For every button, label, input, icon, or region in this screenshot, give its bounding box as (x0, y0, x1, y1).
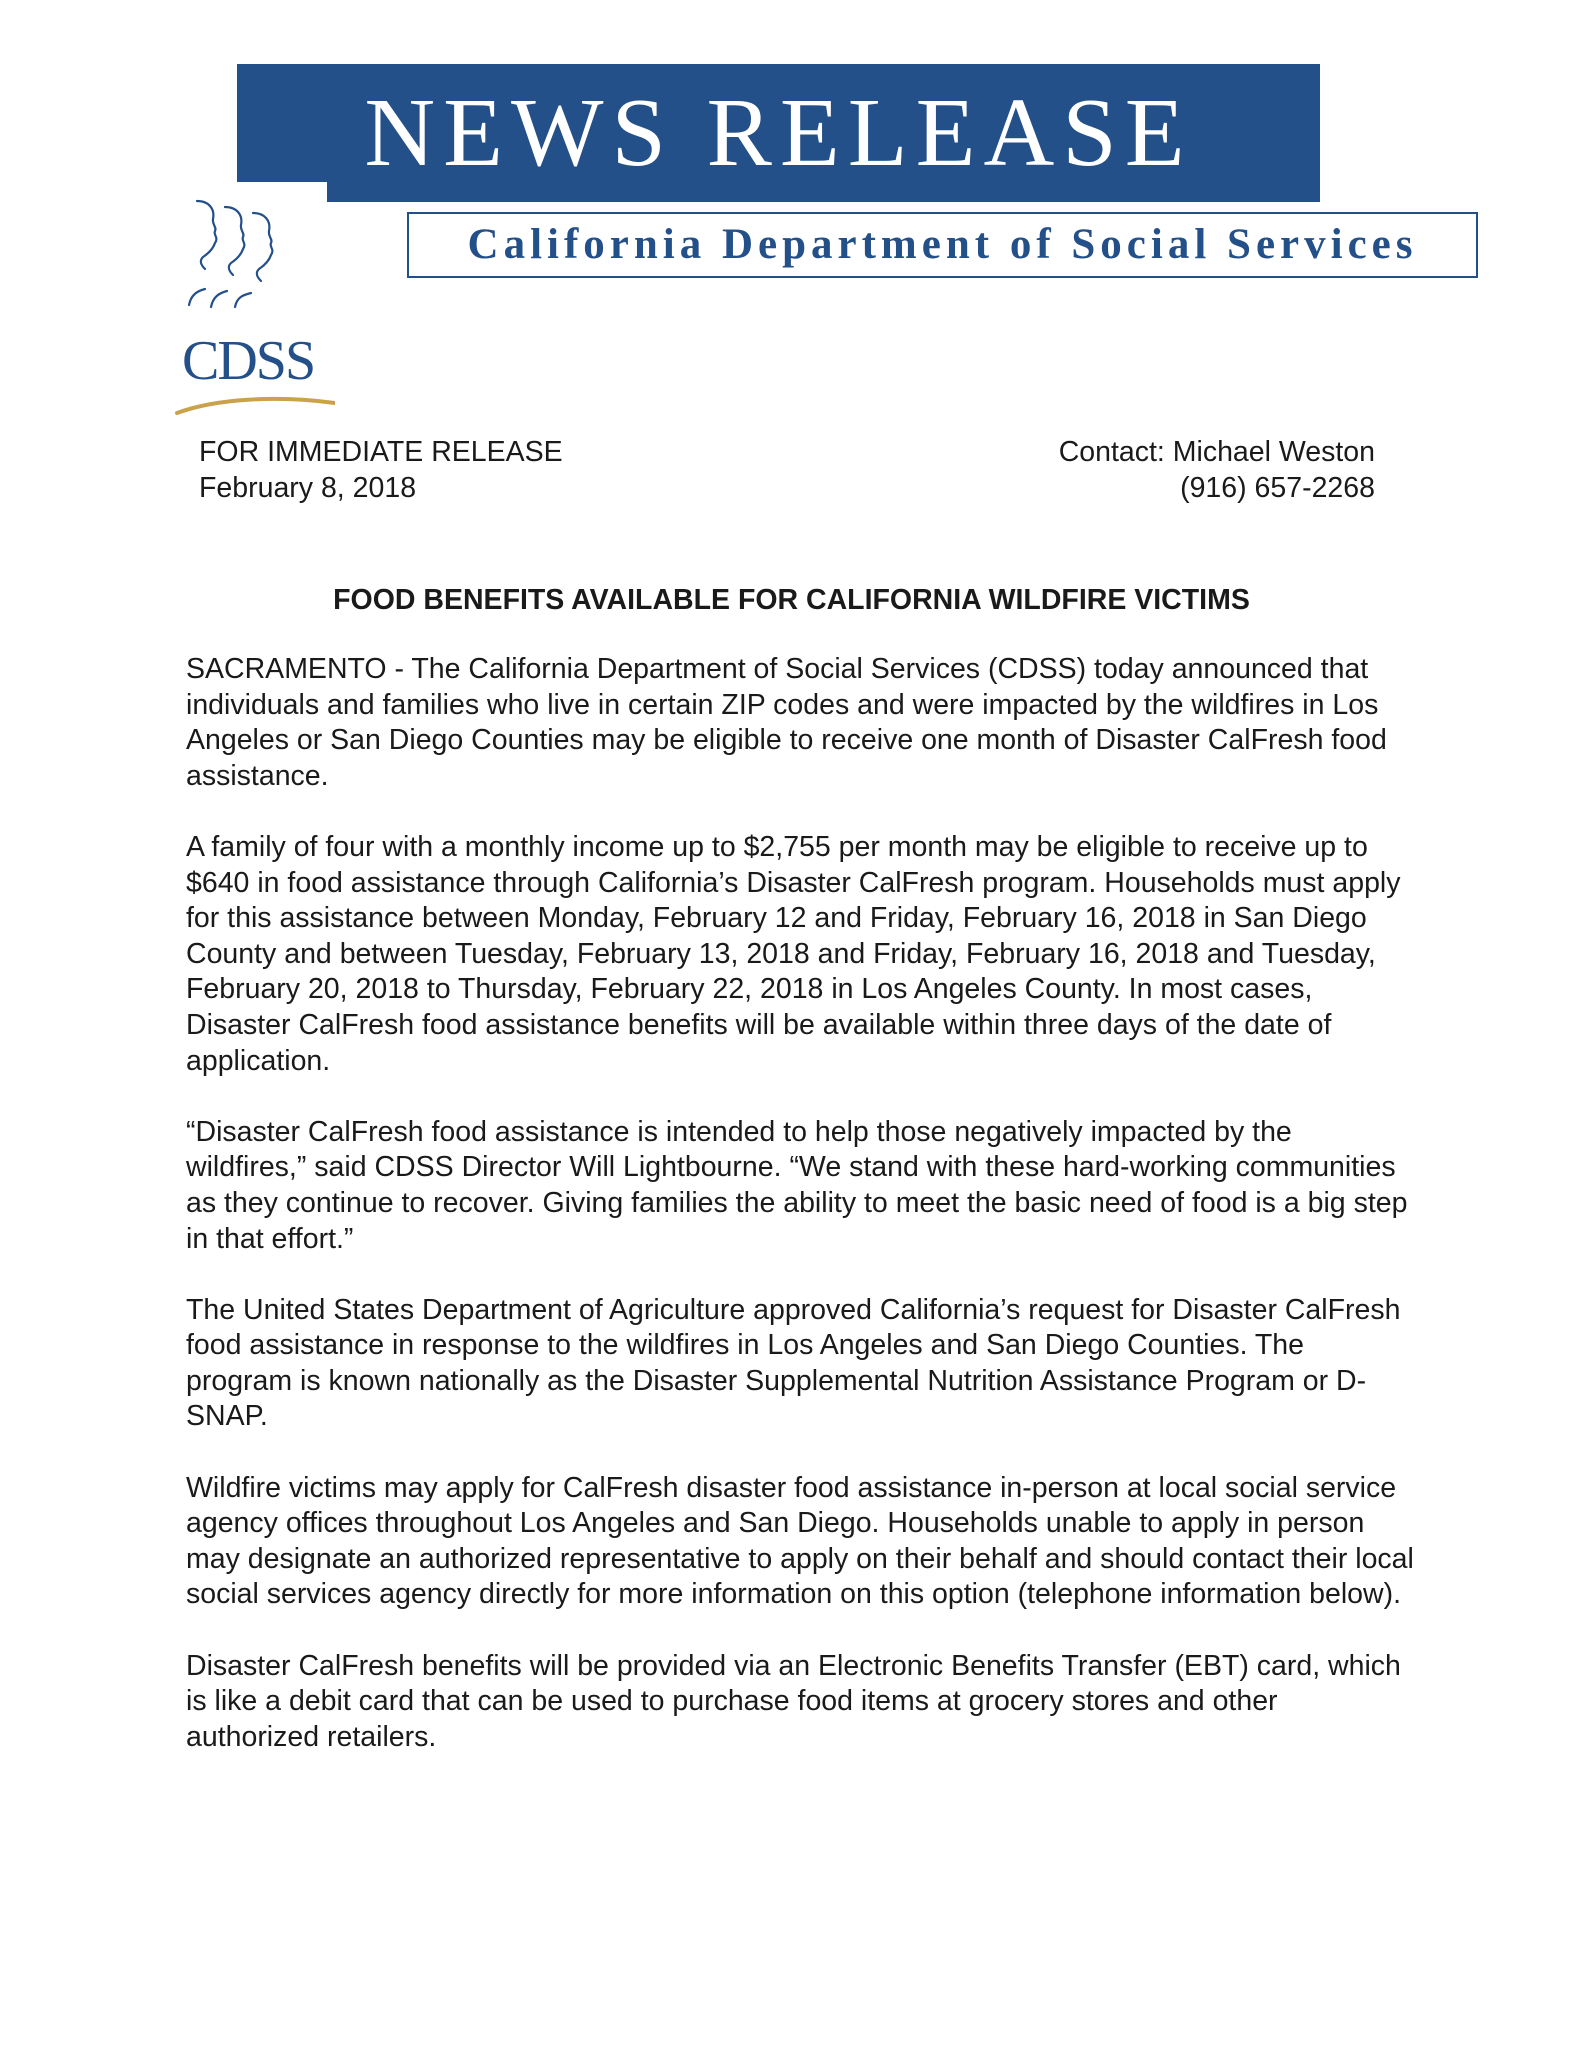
headline: FOOD BENEFITS AVAILABLE FOR CALIFORNIA WILDFIRE VICTIMS (333, 584, 1250, 616)
paragraph: The United States Department of Agriculture approved California’s request for Disaster CalFresh food assistance in response to the wildfires in Los Angeles and San Diego Counties. The program is known nationally as the Disaster Supplemental Nutrition Assistance Program or D-SNAP. (186, 1293, 1401, 1433)
contact-phone: (916) 657-2268 (1180, 472, 1375, 504)
release-type: FOR IMMEDIATE RELEASE (199, 436, 563, 468)
department-name-box: California Department of Social Services (407, 212, 1478, 278)
news-release-banner: NEWS RELEASE (237, 64, 1320, 202)
release-date: February 8, 2018 (199, 472, 417, 504)
paragraph: “Disaster CalFresh food assistance is intended to help those negatively impacted by the wildfires,” said CDSS Director Will Lightbourne. “We stand with these hard-working communities as they continue to recover. Giving families the ability to meet the basic need of food is a big step in that effort.” (186, 1115, 1408, 1255)
paragraph: SACRAMENTO - The California Department of Social Services (CDSS) today announced that individuals and families who live in certain ZIP codes and were impacted by the wildfires in Los Angeles or San Diego Counties may be eligible to receive one month of Disaster CalFresh food assistance. (186, 653, 1387, 792)
contact-info (1059, 434, 1375, 506)
paragraph: Wildfire victims may apply for CalFresh disaster food assistance in-person at local social service agency offices throughout Los Angeles and San Diego. Households unable to apply in person may designate an authorized representative to apply on their behalf and should contact their local social services agency directly for more information on this option (telephone information below). (186, 1471, 1414, 1611)
release-info (199, 434, 563, 506)
paragraph: A family of four with a monthly income up to $2,755 per month may be eligible to receive up to $640 in food assistance through California’s Disaster CalFresh program. Households must apply for this assistance between Monday, February 12 and Friday, February 16, 2018 in San Diego County and between Tuesday, February 13, 2018 and Friday, February 16, 2018 and Tuesday, February 20, 2018 to Thursday, February 22, 2018 in Los Angeles County. In most cases, Disaster CalFresh food assistance benefits will be available within three days of the date of application. (186, 830, 1401, 1077)
article-body (186, 652, 1416, 1791)
cdss-logo-text: CDSS (182, 330, 315, 392)
paragraph: Disaster CalFresh benefits will be provided via an Electronic Benefits Transfer (EBT) card, which is like a debit card that can be used to purchase food items at grocery stores and other authorized retailers. (186, 1649, 1401, 1753)
contact-name: Contact: Michael Weston (1058, 436, 1375, 468)
